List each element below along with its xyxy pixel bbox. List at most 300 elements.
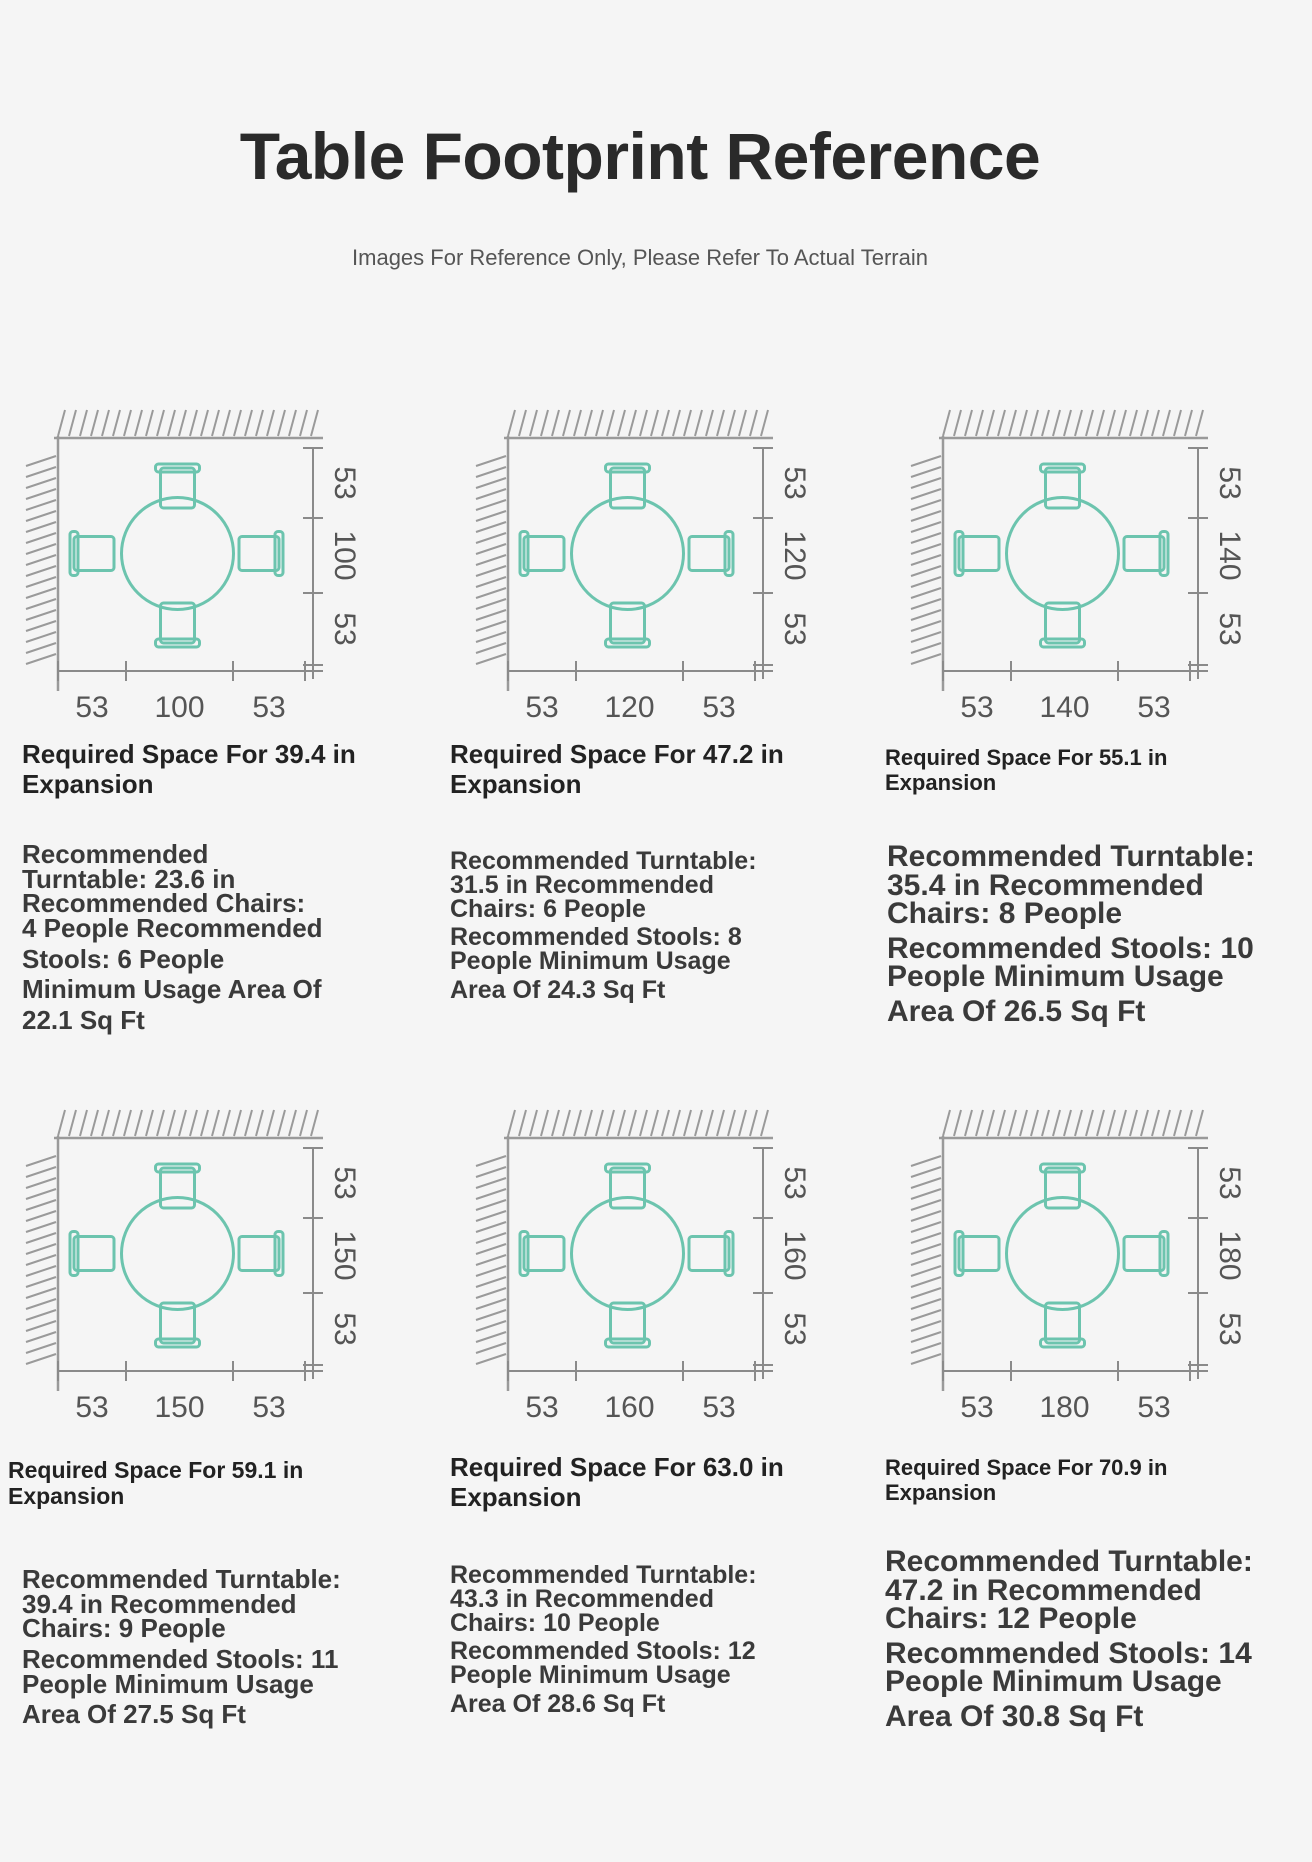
dimension-label-side: 53 [75, 691, 109, 724]
recommendation-line: People Minimum Usage [450, 947, 731, 975]
hatch-mark [911, 1343, 941, 1353]
hatch-mark [1031, 1110, 1038, 1136]
hatch-mark [26, 522, 56, 532]
required-space-text: Required Space For 39.4 in Expansion [22, 739, 356, 799]
hatch-mark [300, 410, 307, 436]
dimension-label-side: 53 [525, 1391, 559, 1424]
dimension-bottom [58, 1361, 323, 1424]
hatch-mark [26, 1321, 56, 1331]
hatch-mark [300, 1110, 307, 1136]
hatch-mark [596, 410, 603, 436]
hatch-mark [26, 1167, 56, 1177]
hatch-mark [1185, 410, 1192, 436]
hatch-mark [911, 1288, 941, 1298]
hatch-mark [911, 489, 941, 499]
hatch-mark [26, 632, 56, 642]
hatch-mark [278, 1110, 285, 1136]
dimension-label-center: 180 [1039, 1391, 1090, 1424]
hatch-mark [1064, 410, 1071, 436]
recommendation-line: 35.4 in Recommended [887, 868, 1204, 902]
recommendation-line: Chairs: 9 People [22, 1613, 226, 1644]
hatch-mark [476, 544, 506, 554]
wall-hatch-top [54, 1110, 323, 1138]
chair-icon [606, 1164, 650, 1208]
chair-seat [239, 1237, 279, 1271]
hatch-mark [585, 1110, 592, 1136]
recommendation-line: 31.5 in Recommended [450, 870, 714, 899]
hatch-mark [190, 410, 197, 436]
dimension-bottom [508, 661, 773, 724]
wall-hatch-top [939, 1110, 1208, 1138]
hatch-mark [201, 1110, 208, 1136]
dimension-label-center: 140 [1213, 530, 1246, 581]
dimension-label-side: 53 [960, 691, 994, 724]
hatch-mark [58, 410, 65, 436]
hatch-mark [476, 467, 506, 477]
hatch-mark [113, 410, 120, 436]
hatch-mark [26, 1332, 56, 1342]
recommendation-text [450, 1561, 790, 1718]
hatch-mark [26, 1189, 56, 1199]
dimension-label-side: 53 [328, 1312, 361, 1346]
hatch-mark [476, 1200, 506, 1210]
hatch-mark [26, 1211, 56, 1221]
dimension-label-side: 53 [960, 1391, 994, 1424]
chair-icon [70, 1232, 114, 1276]
hatch-mark [911, 1178, 941, 1188]
round-table [1007, 1198, 1119, 1310]
hatch-mark [26, 1233, 56, 1243]
hatch-mark [508, 410, 515, 436]
hatch-mark [476, 1277, 506, 1287]
chair-seat [959, 1237, 999, 1271]
hatch-mark [26, 610, 56, 620]
chair-seat [524, 1237, 564, 1271]
hatch-mark [113, 1110, 120, 1136]
dimension-label-side: 53 [1137, 1391, 1171, 1424]
hatch-mark [1097, 1110, 1104, 1136]
hatch-mark [1075, 410, 1082, 436]
hatch-mark [987, 1110, 994, 1136]
chair-seat [689, 537, 729, 571]
hatch-mark [1152, 410, 1159, 436]
hatch-mark [1020, 1110, 1027, 1136]
hatch-mark [911, 1244, 941, 1254]
hatch-mark [911, 566, 941, 576]
hatch-mark [976, 1110, 983, 1136]
hatch-mark [750, 1110, 757, 1136]
footprint-card-3 [885, 380, 1312, 1080]
hatch-mark [1086, 410, 1093, 436]
hatch-mark [618, 410, 625, 436]
hatch-mark [1196, 1110, 1203, 1136]
chair-icon [955, 532, 999, 576]
page-title: Table Footprint Reference [239, 119, 1041, 193]
hatch-mark [1009, 410, 1016, 436]
recommendation-line: Area Of 24.3 Sq Ft [450, 975, 666, 1004]
recommendation-line: Minimum Usage Area Of [22, 974, 322, 1005]
hatch-mark [673, 410, 680, 436]
hatch-mark [629, 1110, 636, 1136]
hatch-mark [476, 1332, 506, 1342]
chair-icon [239, 532, 283, 576]
footprint-card-5 [450, 1080, 877, 1780]
hatch-mark [1086, 1110, 1093, 1136]
hatch-mark [26, 467, 56, 477]
recommendation-line: Recommended Stools: 12 [450, 1637, 756, 1666]
dimension-label-side: 53 [778, 612, 811, 646]
table-group [520, 464, 733, 647]
hatch-mark [476, 1222, 506, 1232]
dimension-bottom [58, 661, 323, 724]
chair-seat [611, 468, 645, 508]
chair-seat [74, 1237, 114, 1271]
recommendation-line: 39.4 in Recommended [22, 1588, 297, 1619]
hatch-mark [179, 1110, 186, 1136]
recommendation-line: Recommended Chairs: [22, 888, 306, 919]
recommendation-line: Recommended Turntable: [450, 847, 757, 875]
hatch-mark [124, 410, 131, 436]
hatch-mark [574, 410, 581, 436]
hatch-mark [476, 1343, 506, 1353]
hatch-mark [552, 410, 559, 436]
recommendation-line: Recommended Stools: 10 [887, 931, 1254, 965]
hatch-mark [1152, 1110, 1159, 1136]
hatch-mark [26, 588, 56, 598]
hatch-mark [911, 1332, 941, 1342]
dimension-label-center: 150 [154, 1391, 205, 1424]
hatch-mark [58, 1110, 65, 1136]
hatch-mark [911, 1156, 941, 1166]
hatch-mark [26, 1288, 56, 1298]
dimension-bottom [508, 1361, 773, 1424]
hatch-mark [26, 1343, 56, 1353]
hatch-mark [541, 410, 548, 436]
hatch-mark [987, 410, 994, 436]
hatch-mark [673, 1110, 680, 1136]
hatch-mark [476, 610, 506, 620]
hatch-mark [476, 566, 506, 576]
table-group [955, 1164, 1168, 1347]
hatch-mark [212, 410, 219, 436]
chair-seat [161, 468, 195, 508]
hatch-mark [911, 577, 941, 587]
hatch-mark [1163, 410, 1170, 436]
recommendation-text [22, 1564, 362, 1730]
chair-seat [239, 537, 279, 571]
dimension-label-side: 53 [252, 1391, 286, 1424]
hatch-mark [476, 621, 506, 631]
hatch-mark [476, 1178, 506, 1188]
hatch-mark [911, 456, 941, 466]
chair-icon [520, 532, 564, 576]
hatch-mark [476, 1167, 506, 1177]
footprint-diagram [885, 380, 1246, 725]
hatch-mark [911, 500, 941, 510]
hatch-mark [954, 1110, 961, 1136]
hatch-mark [245, 410, 252, 436]
dimension-label-side: 53 [328, 1166, 361, 1200]
chair-icon [1124, 532, 1168, 576]
hatch-mark [190, 1110, 197, 1136]
hatch-mark [911, 610, 941, 620]
hatch-mark [179, 410, 186, 436]
hatch-mark [311, 410, 318, 436]
hatch-mark [965, 410, 972, 436]
hatch-mark [476, 500, 506, 510]
recommendation-line: Recommended Stools: 8 [450, 923, 742, 952]
dimension-label-side: 53 [328, 466, 361, 500]
hatch-mark [563, 1110, 570, 1136]
recommendation-line: Area Of 27.5 Sq Ft [22, 1699, 246, 1730]
recommendation-line: People Minimum Usage [885, 1665, 1222, 1698]
hatch-mark [911, 1277, 941, 1287]
hatch-mark [1064, 1110, 1071, 1136]
wall-hatch-top [54, 410, 323, 438]
hatch-mark [476, 1354, 506, 1364]
hatch-mark [69, 1110, 76, 1136]
hatch-mark [911, 1354, 941, 1364]
wall-hatch-left [26, 436, 58, 691]
hatch-mark [476, 654, 506, 664]
wall-hatch-left [911, 436, 943, 691]
recommendation-line: People Minimum Usage [887, 960, 1224, 993]
recommendation-line: People Minimum Usage [450, 1661, 731, 1689]
hatch-mark [476, 522, 506, 532]
hatch-mark [26, 577, 56, 587]
recommendation-line: Chairs: 8 People [887, 897, 1123, 930]
hatch-mark [476, 1233, 506, 1243]
footprint-diagram [885, 1080, 1246, 1425]
footprint-card-4 [0, 1080, 427, 1780]
chair-seat [611, 1168, 645, 1208]
hatch-mark [1075, 1110, 1082, 1136]
hatch-mark [256, 410, 263, 436]
dimension-label-side: 53 [1213, 1166, 1246, 1200]
hatch-mark [662, 1110, 669, 1136]
dimension-label-side: 53 [1213, 1312, 1246, 1346]
hatch-mark [954, 410, 961, 436]
round-table [572, 498, 684, 610]
hatch-mark [267, 410, 274, 436]
recommendation-line: Chairs: 6 People [450, 894, 646, 923]
hatch-mark [607, 1110, 614, 1136]
hatch-mark [168, 410, 175, 436]
hatch-mark [651, 410, 658, 436]
hatch-mark [911, 599, 941, 609]
chair-icon [955, 1232, 999, 1276]
dimension-label-side: 53 [778, 1312, 811, 1346]
table-group [70, 464, 283, 647]
hatch-mark [965, 1110, 972, 1136]
hatch-mark [911, 632, 941, 642]
hatch-mark [662, 410, 669, 436]
hatch-mark [1009, 1110, 1016, 1136]
hatch-mark [552, 1110, 559, 1136]
chair-seat [74, 537, 114, 571]
hatch-mark [706, 410, 713, 436]
chair-seat [1124, 1237, 1164, 1271]
hatch-mark [695, 1110, 702, 1136]
wall-hatch-top [939, 410, 1208, 438]
hatch-mark [476, 1310, 506, 1320]
chair-icon [689, 1232, 733, 1276]
footprint-diagram [450, 1080, 811, 1425]
hatch-mark [26, 643, 56, 653]
dimension-label-center: 160 [604, 1391, 655, 1424]
hatch-mark [26, 1277, 56, 1287]
dimension-label-side: 53 [252, 691, 286, 724]
hatch-mark [26, 654, 56, 664]
hatch-mark [651, 1110, 658, 1136]
hatch-mark [102, 410, 109, 436]
wall-hatch-left [911, 1136, 943, 1391]
hatch-mark [102, 1110, 109, 1136]
hatch-mark [26, 489, 56, 499]
hatch-mark [223, 410, 230, 436]
chair-seat [959, 537, 999, 571]
hatch-mark [267, 1110, 274, 1136]
recommendation-line: Recommended Turntable: [885, 1545, 1253, 1578]
hatch-mark [629, 410, 636, 436]
dimension-right [753, 448, 811, 679]
round-table [1007, 498, 1119, 610]
hatch-mark [476, 1244, 506, 1254]
hatch-mark [1097, 410, 1104, 436]
hatch-mark [476, 1288, 506, 1298]
footprint-card-6 [885, 1080, 1312, 1780]
chair-seat [161, 1168, 195, 1208]
hatch-mark [476, 1156, 506, 1166]
hatch-mark [476, 643, 506, 653]
footprint-diagram [0, 380, 361, 725]
recommendation-line: Recommended Stools: 11 [22, 1644, 339, 1675]
hatch-mark [476, 555, 506, 565]
hatch-mark [26, 500, 56, 510]
hatch-mark [1119, 1110, 1126, 1136]
hatch-mark [911, 533, 941, 543]
chair-icon [1041, 464, 1085, 508]
hatch-mark [1053, 1110, 1060, 1136]
hatch-mark [1174, 410, 1181, 436]
hatch-mark [911, 1299, 941, 1309]
hatch-mark [26, 555, 56, 565]
dimension-label-side: 53 [328, 612, 361, 646]
wall-hatch-left [476, 1136, 508, 1391]
hatch-mark [1042, 410, 1049, 436]
hatch-mark [728, 1110, 735, 1136]
table-group [955, 464, 1168, 647]
hatch-mark [911, 588, 941, 598]
hatch-mark [695, 410, 702, 436]
hatch-mark [234, 1110, 241, 1136]
hatch-mark [26, 544, 56, 554]
recommendation-line: Recommended Turntable: [887, 840, 1255, 873]
hatch-mark [911, 1189, 941, 1199]
hatch-mark [476, 1255, 506, 1265]
hatch-mark [26, 1222, 56, 1232]
recommendation-line: Chairs: 12 People [885, 1602, 1137, 1635]
chair-icon [239, 1232, 283, 1276]
dimension-label-side: 53 [702, 691, 736, 724]
chair-icon [156, 1164, 200, 1208]
hatch-mark [943, 410, 950, 436]
hatch-mark [476, 478, 506, 488]
dimension-label-side: 53 [1213, 466, 1246, 500]
hatch-mark [911, 1200, 941, 1210]
round-table [122, 1198, 234, 1310]
hatch-mark [26, 533, 56, 543]
hatch-mark [1108, 410, 1115, 436]
hatch-mark [530, 410, 537, 436]
dimension-label-center: 100 [328, 530, 361, 581]
dimension-bottom [943, 1361, 1208, 1424]
hatch-mark [911, 621, 941, 631]
hatch-mark [157, 410, 164, 436]
hatch-mark [1141, 410, 1148, 436]
hatch-mark [26, 1266, 56, 1276]
table-group [520, 1164, 733, 1347]
chair-icon [156, 464, 200, 508]
hatch-mark [212, 1110, 219, 1136]
hatch-mark [1185, 1110, 1192, 1136]
dimension-right [303, 448, 361, 679]
hatch-mark [1174, 1110, 1181, 1136]
hatch-mark [911, 478, 941, 488]
hatch-mark [998, 1110, 1005, 1136]
recommendation-text [22, 839, 362, 1036]
hatch-mark [26, 1156, 56, 1166]
hatch-mark [574, 1110, 581, 1136]
hatch-mark [728, 410, 735, 436]
recommendation-text [887, 840, 1287, 1028]
hatch-mark [26, 1299, 56, 1309]
hatch-mark [26, 1255, 56, 1265]
round-table [122, 498, 234, 610]
table-group [70, 1164, 283, 1347]
hatch-mark [26, 566, 56, 576]
hatch-mark [476, 511, 506, 521]
wall-hatch-left [26, 1136, 58, 1391]
hatch-mark [1130, 410, 1137, 436]
dimension-label-center: 180 [1213, 1230, 1246, 1281]
hatch-mark [640, 1110, 647, 1136]
recommendation-line: 47.2 in Recommended [885, 1573, 1202, 1607]
hatch-mark [1053, 410, 1060, 436]
hatch-mark [476, 1266, 506, 1276]
dimension-right [753, 1148, 811, 1379]
hatch-mark [911, 643, 941, 653]
hatch-mark [911, 654, 941, 664]
hatch-mark [911, 1233, 941, 1243]
hatch-mark [26, 456, 56, 466]
dimension-label-side: 53 [75, 1391, 109, 1424]
recommendation-line: Recommended Turntable: [450, 1561, 757, 1589]
hatch-mark [717, 1110, 724, 1136]
hatch-mark [476, 1189, 506, 1199]
hatch-mark [91, 1110, 98, 1136]
dimension-right [1188, 1148, 1246, 1379]
recommendation-line: Area Of 26.5 Sq Ft [887, 994, 1146, 1028]
dimension-label-center: 140 [1039, 691, 1090, 724]
chair-seat [524, 537, 564, 571]
wall-hatch-top [504, 410, 773, 438]
hatch-mark [911, 1211, 941, 1221]
required-space-text: Required Space For 70.9 in Expansion [885, 1455, 1168, 1506]
dimension-label-center: 160 [778, 1230, 811, 1281]
hatch-mark [739, 410, 746, 436]
required-space-text: Required Space For 59.1 in Expansion [8, 1457, 304, 1510]
